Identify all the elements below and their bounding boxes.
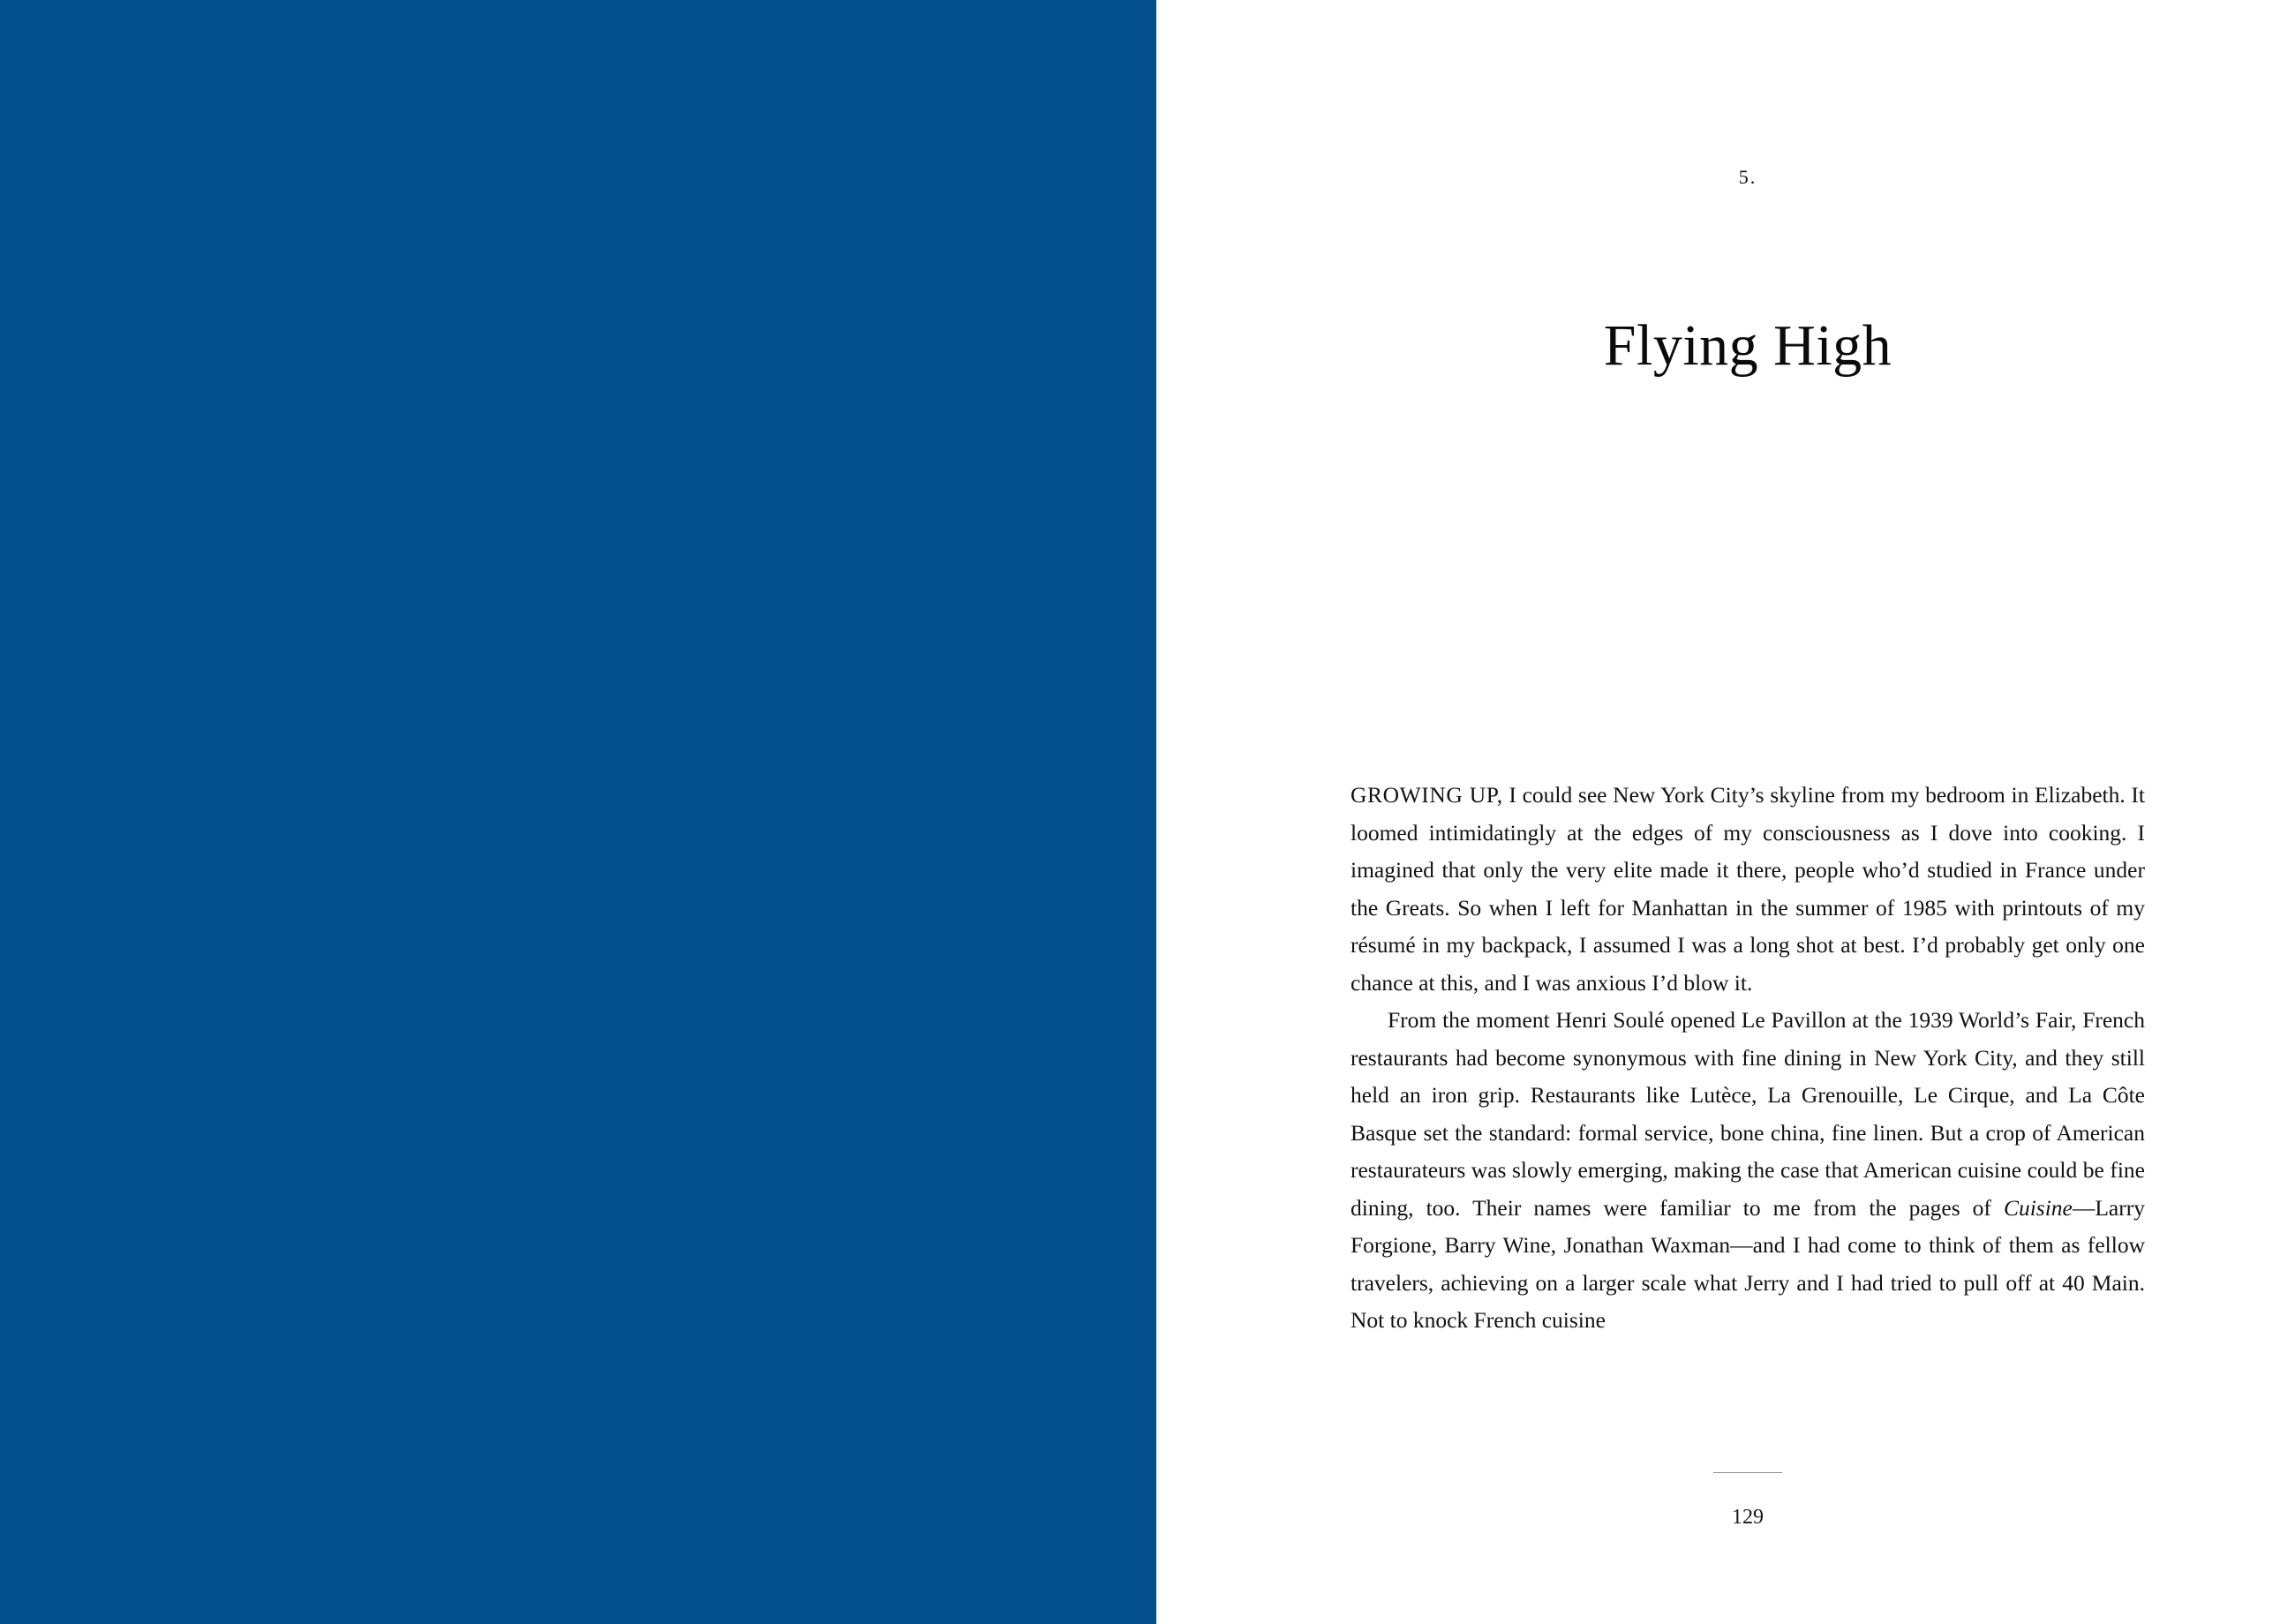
body-copy xyxy=(1351,777,2145,1340)
chapter-number: 5. xyxy=(1738,166,1757,188)
page-text-block xyxy=(1351,0,2145,1624)
paragraph-1 xyxy=(1351,777,2145,1002)
paragraph-1-lead-small-caps: GROWING UP, xyxy=(1351,782,1503,808)
paragraph-2-italic-title: Cuisine xyxy=(2003,1194,2073,1221)
footer-divider xyxy=(1713,1472,1782,1473)
paragraph-2-text-part1: From the moment Henri Soulé opened Le Pavillon at the 1939 World’s Fair, French restaurants had become synonymous with fine dining in New York City, and they still held an iron grip. Restaurants like Lutèce, La Grenouille, Le Cirque, and La Côte Basque set the standard: formal service, bone china, fine linen. But a crop of American restaurateurs was slowly emerging, making the case that American cuisine could be fine dining, too. Their names were familiar to me from the pages of xyxy=(1351,1007,2145,1221)
page-number: 129 xyxy=(1732,1506,1764,1529)
chapter-title: Flying High xyxy=(1603,313,1892,379)
paragraph-2-text-part2: —Larry Forgione, Barry Wine, Jonathan Waxman—and I had come to think of them as fellow travelers, achieving on a larger scale what Jerry and I had tried to pull off at 40 Main. Not to knock French cuisine xyxy=(1351,1194,2145,1333)
paragraph-1-text: I could see New York City’s skyline from my bedroom in Elizabeth. It loomed intimidatingly at the edges of my consciousness as I dove into cooking. I imagined that only the very elite made it there, people who’d studied in France under the Greats. So when I left for Manhattan in the summer of 1985 with printouts of my résumé in my backpack, I assumed I was a long shot at best. I’d probably get only one chance at this, and I was anxious I’d blow it. xyxy=(1351,782,2145,996)
right-page xyxy=(1156,0,2295,1624)
paragraph-2 xyxy=(1351,1002,2145,1340)
